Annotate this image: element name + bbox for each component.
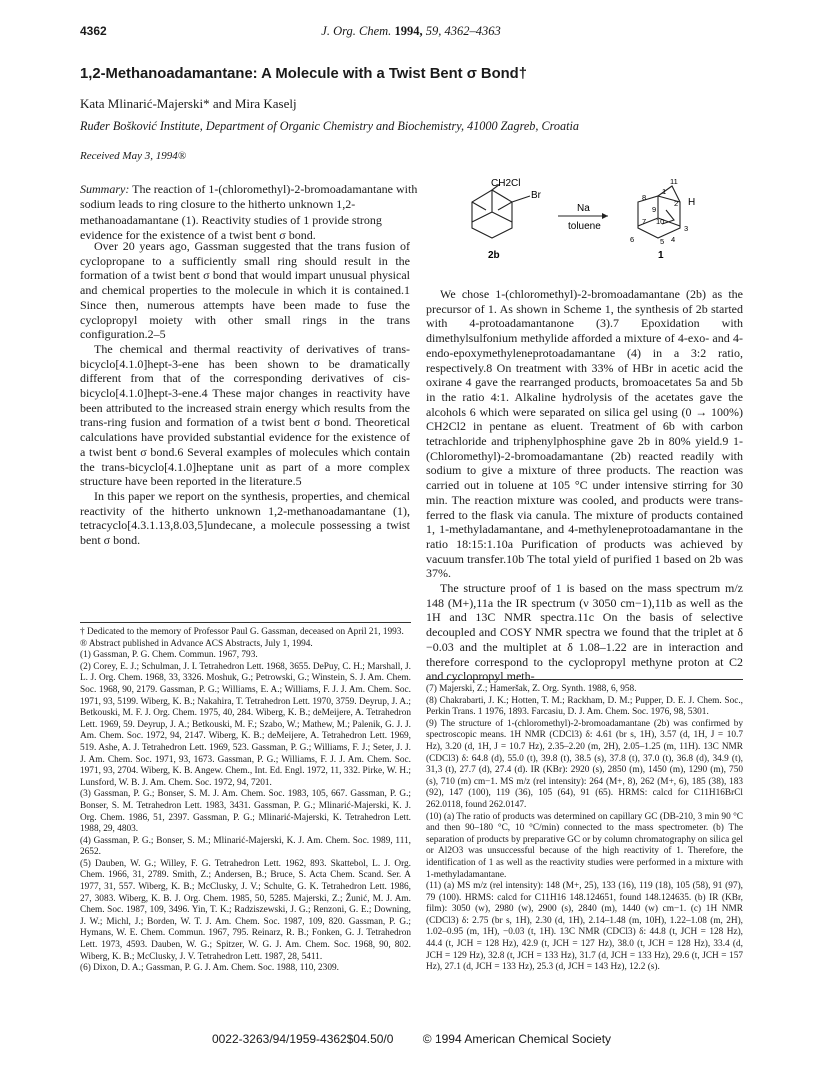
summary-text: The reaction of 1-(chloromethyl)-2-bromoadamantane with sodium leads to ring closure to the hitherto unknown 1,2-methanoadamantane (1). Reactivity studies of 1 provide strong evidence for the existence of a twist bent σ bond. bbox=[80, 182, 418, 242]
article-title: 1,2-Methanoadamantane: A Molecule with a Twist Bent σ Bond† bbox=[80, 66, 527, 82]
atom-number: 5 bbox=[660, 237, 665, 246]
footnote: (7) Majerski, Z.; Hameršak, Z. Org. Synth. 1988, 6, 958. bbox=[426, 684, 637, 694]
footnote: (5) Dauben, W. G.; Willey, F. G. Tetrahedron Lett. 1962, 893. Skattebol, L. J. Org. Chem. 1966, 31, 2789. Smith, Z.; Andersen, B.; Bruce, S. Acta Chem. Scand. Ser. A 1977, 31, 557. Wiberg, K. B.; McClusky, J. V.; Schulte, G. K. Tetrahedron Lett. 1986, 27, 3083. Wiberg, K. B. J. Org. Chem. 1985, 50, 5285. Majerski, Z.; Žunić, M. J. Am. Chem. Soc. 1987, 109, 3496. Yin, T. K.; Radziszewski, J. G.; Renzoni, G. E.; Downing, J. W.; Michl, J.; Borden, W. T. J. Am. Chem. Soc. 1987, 109, 820. Gassman, P. G.; Hymans, W. E. Chem. Commun. 1967, 795. Reinarz, R. B.; Fonken, G. J. Tetrahedron Lett. 1973, 4593. Dauben, W. G.; Spitzer, W. G. J. Am. Chem. Soc. 1968, 90, 802. Wiberg, K. B.; McClusky, J. V. Tetrahedron Lett. 1987, 28, 5411. bbox=[80, 858, 411, 962]
footnote: † Dedicated to the memory of Professor Paul G. Gassman, deceased on April 21, 1993. bbox=[80, 627, 404, 637]
adamantane-2b-structure bbox=[472, 184, 530, 238]
article-affiliation: Ruđer Bošković Institute, Department of Organic Chemistry and Biochemistry, 41000 Zagreb, Croatia bbox=[80, 119, 579, 133]
body-paragraph: Over 20 years ago, Gassman suggested that the trans fusion of cyclopropane to a sufficiently small ring should result in the formation of a twist bent σ bond that would impart unusual physical and chemical properties to the molecule in which it is contained.1 Since then, numerous attempts have been made to fuse the cyclopropyl moiety with other small rings in the trans configuration.2–5 bbox=[80, 239, 410, 342]
footnotes-right bbox=[426, 684, 743, 974]
bromo-label: Br bbox=[531, 190, 541, 201]
copyright-notice: © 1994 American Chemical Society bbox=[422, 1032, 612, 1046]
footnote-divider bbox=[80, 622, 411, 623]
reaction-scheme bbox=[430, 176, 740, 266]
footnote: (6) Dixon, D. A.; Gassman, P. G. J. Am. Chem. Soc. 1988, 110, 2309. bbox=[80, 963, 339, 974]
atom-number: 1 bbox=[662, 187, 667, 196]
summary-label: Summary: bbox=[80, 182, 130, 196]
footnote: (11) (a) MS m/z (rel intensity): 148 (M+, 25), 133 (16), 119 (18), 105 (58), 91 (97), 79 (100). HRMS: calcd for C11H16 148.124651, found 148.124635. (b) IR (KBr, film): 3050 (w), 2980 (w), 2900 (s), 2840 (m), 1440 (w) cm−1. (c) 1H NMR (CDCl3) δ: 2.75 (br s, 1H), 2.30 (d, 1H), 2.14–1.48 (m, 10H), 1.22–1.08 (m, 2H), 1.02–0.95 (m, 1H), −0.03 (t, 1H). 13C NMR (CDCl3) δ: 44.8 (t, JCH = 128 Hz), 44.4 (t, JCH = 128 Hz), 42.9 (t, JCH = 127 Hz), 38.0 (t, JCH = 128 Hz), 33.4 (d, JCH = 129 Hz), 32.8 (t, JCH = 133 Hz), 31.7 (d, JCH = 133 Hz), 29.6 (t, JCH = 157 Hz), 27.1 (d, JCH = 133 Hz), 25.3 (d, JCH = 143 Hz), 12.2 (s). bbox=[426, 881, 743, 973]
footnote: (8) Chakrabarti, J. K.; Hotten, T. M.; Rackham, D. M.; Pupper, D. E. J. Chem. Soc., Perkin Trans. 1 1976, 1893. Farcasiu, D. J. Am. Chem. Soc. 1976, 98, 5301. bbox=[426, 695, 743, 718]
solvent-label: toluene bbox=[568, 221, 601, 232]
reaction-scheme-drawing bbox=[430, 176, 740, 266]
body-paragraph: The chemical and thermal reactivity of derivatives of trans-bicyclo[4.1.0]hept-3-ene has been shown to be dramatically different from that of the corresponding derivatives of cis-bicyclo[4.1.0]hept-3-ene.4 These major changes in reactivity have been attributed to the increased strain energy which results from the trans-ring fusion and formation of a twist bent σ bond. Theoretical calculations have provided substantial evidence for the existence of a twist bent σ bond.6 Several examples of molecules which contain the trans-bicyclo[4.1.0]heptane unit as part of a more complex structure have been reported in the literature.5 bbox=[80, 341, 410, 489]
atom-number: 8 bbox=[642, 193, 647, 202]
footnote-divider bbox=[426, 679, 743, 680]
body-paragraph: We chose 1-(chloromethyl)-2-bromoadamantane (2b) as the precursor of 1. As shown in Scheme 1, the synthesis of 2b started with 4-protoadamantanone (3).7 Epoxidation with dimethylsulfonium methylide afforded a mixture of 4-exo- and 4-endo-epoxymethyleneprotoadamantane (4) in a 3:2 ratio, respectively.8 On treatment with 33% of HBr in acetic acid the oxirane 4 gave the rearranged products, bromoacetates 5a and 5b in the ratio 4:1. Alkaline hydrolysis of the acetates gave the alcohols 6 which were separated on silica gel using (0 → 100%) CH2Cl2 in pentane as eluent. Treatment of 6b with carbon tetrachloride and triphenylphosphine gave 2b in 80% yield.9 1-(Chloromethyl)-2-bromoadamantane (2b) reacted readily with sodium to give a mixture of three products. The reaction was carried out in toluene at 105 °C under intensive stirring for 30 min. The reaction mixture was cooled, and products were transferred to the flask via canula. The mixture of products contained 1, 1-methyladamantane, and 4-methyleneprotoadamantane in the ratio 18:15:1.10a Purification of products was achieved by vacuum transfer.10b The total yield of purified 1 based on 2b was 37%. bbox=[426, 287, 743, 581]
footnote: (4) Gassman, P. G.; Bonser, S. M.; Mlinarić-Majerski, K. J. Am. Chem. Soc. 1989, 111, 2652. bbox=[80, 835, 411, 858]
body-paragraph: In this paper we report on the synthesis, properties, and chemical reactivity of the hitherto unknown 1,2-methanoadamantane (1), tetracyclo[4.3.1.13,8.03,5]undecane, a molecule possessing a twist bent σ bond. bbox=[80, 488, 410, 548]
atom-number: 3 bbox=[684, 224, 689, 233]
footnote: ® Abstract published in Advance ACS Abstracts, July 1, 1994. bbox=[80, 638, 313, 649]
page-footer bbox=[0, 1032, 823, 1046]
atom-number: 6 bbox=[630, 235, 635, 244]
atom-numbering bbox=[630, 177, 688, 246]
footnotes-left bbox=[80, 627, 411, 975]
compound-2b-label: 2b bbox=[488, 250, 500, 261]
article-authors: Kata Mlinarić-Majerski* and Mira Kaselj bbox=[80, 96, 297, 111]
journal-volume-pages: 59, 4362–4363 bbox=[425, 24, 501, 38]
footnote: (3) Gassman, P. G.; Bonser, S. M. J. Am. Chem. Soc. 1983, 105, 667. Gassman, P. G.; Bonser, S. M. Tetrahedron Lett. 1983, 3431. Gassman, P. G.; Mlinarić-Majerski, K. J. Org. Chem. 1986, 51, 2397. Gassman, P. G.; Mlinarić-Majerski, K. Tetrahedron Lett. 1988, 29, 4803. bbox=[80, 789, 411, 835]
atom-number: 10 bbox=[656, 217, 665, 226]
body-column-right bbox=[426, 287, 743, 684]
running-header bbox=[80, 24, 742, 38]
journal-year: 1994, bbox=[394, 24, 423, 38]
footnote: (2) Corey, E. J.; Schulman, J. I. Tetrahedron Lett. 1968, 3655. DePuy, C. H.; Marshall, J. L. J. Org. Chem. 1968, 33, 3326. Moshuk, G.; Petrowski, G.; Winstein, S. J. Am. Chem. Soc. 1968, 90, 2179. Gassman, P. G.; Williams, E. A.; Williams, F. J. J. Am. Chem. Soc. 1971, 93, 5199. Wiberg, K. B.; Nakahira, T. Tetrahedron Lett. 1970, 3759. Deyrup, J. A.; Betkouski, M. F. J. Org. Chem. 1975, 40, 284. Wiberg, K. B.; deMeijere, A. Tetrahedron Lett. 1969, 59. Deyrup, J. A.; Betkouski, M. F.; Szabo, W.; Mathew, M.; Palenik, G. J. J. Am. Chem. Soc. 1972, 94, 2147. Wiberg, K. B.; deMeijere, A. Tetrahedron Lett. 1969, 519. Ashe, A. J. Tetrahedron Lett. 1969, 523. Gassman, P. G.; Williams, F. J.; Seter, J. J. J. Am. Chem. Soc. 1971, 93, 1673. Gassman, P. G.; Williams, F. J. J. Am. Chem. Soc. 1971, 93, 2704. Wiberg, K. B. Angew. Chem., Int. Ed. Engl. 1972, 11, 332. Pirke, W. H.; Lunsford, W. B. J. Am. Chem. Soc. 1972, 94, 7201. bbox=[80, 661, 411, 788]
atom-number: 9 bbox=[652, 205, 657, 214]
reaction-arrowhead bbox=[602, 213, 608, 219]
footnote: (1) Gassman, P. G. Chem. Commun. 1967, 793. bbox=[80, 650, 258, 661]
footnote: (10) (a) The ratio of products was determined on capillary GC (DB-210, 3 min 90 °C and then 90–180 °C, 10 °C/min) connected to the mass spectrometer. (b) The separation of products by preparative GC or by column chromatography on silica gel or Al2O3 was unsuccessful because of the high reactivity of 1. Therefore, the identification of 1 as well as the reactivity studies were performed in a mixture with 1-methyladamantane. bbox=[426, 811, 743, 880]
journal-citation bbox=[80, 24, 742, 39]
body-column-left bbox=[80, 239, 410, 548]
hydrogen-label: H bbox=[688, 197, 696, 208]
article-code: 0022-3263/94/1959-4362$04.50/0 bbox=[211, 1032, 394, 1046]
body-paragraph: The structure proof of 1 is based on the mass spectrum m/z 148 (M+),11a the IR spectrum (ν 3050 cm−1),11b as well as the 1H and 13C NMR spectra.11c On the basis of selective decoupled and COSY NMR spectra we found that the triplet at δ −0.03 and the multiplet at δ 1.08–1.22 are in interaction and therefore correspond to the cyclopropyl methyne proton at C2 and cyclopropyl meth- bbox=[426, 581, 743, 684]
footnote: (9) The structure of 1-(chloromethyl)-2-bromoadamantane (2b) was confirmed by spectroscopic means. 1H NMR (CDCl3) δ: 4.61 (br s, 1H), 3.57 (d, 1H, J = 10.7 Hz), 3.20 (d, 1H, J = 10.7 Hz), 2.35–2.20 (m, 2H), 2.05–1.25 (m, 11H). 13C NMR (CDCl3) δ: 64.8 (d), 55.0 (t), 39.8 (t), 38.5 (s), 37.8 (t), 37.0 (t), 36.8 (d), 34.9 (t), 31,3 (t), 27.7 (d), 27.4 (d). IR (KBr): 2920 (s), 2850 (m), 1450 (m), 1290 (m), 750 (s), 710 (m) cm−1. MS m/z (rel intensity): 264 (M+, 8), 262 (M+, 6), 185 (38), 183 (92), 147 (100), 119 (36), 105 (64), 91 (65). HRMS: calcd for C11H16BrCl 262.0118, found 262.0147. bbox=[426, 718, 743, 810]
atom-number: 2 bbox=[674, 199, 679, 208]
atom-number: 4 bbox=[671, 235, 676, 244]
received-date: Received May 3, 1994® bbox=[80, 150, 187, 162]
compound-1-label: 1 bbox=[658, 250, 664, 261]
atom-number: 7 bbox=[642, 217, 647, 226]
article-summary bbox=[80, 182, 420, 243]
page-number: 4362 bbox=[80, 24, 107, 38]
journal-name: J. Org. Chem. bbox=[321, 24, 392, 38]
atom-number: 11 bbox=[670, 177, 678, 186]
chloromethyl-label: CH2Cl bbox=[491, 178, 521, 189]
reagent-label: Na bbox=[577, 203, 590, 214]
